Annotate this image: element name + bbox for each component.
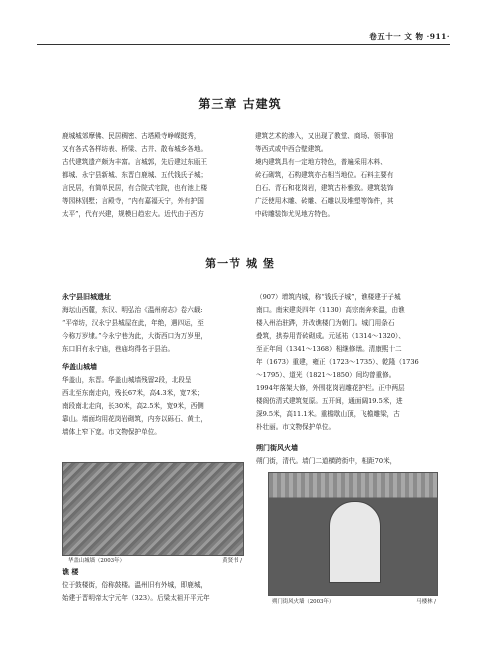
right-column-body	[256, 291, 438, 434]
body-line: 朴壮丽。市文物保护单位。	[256, 423, 336, 431]
body-line: 至正年间（1341～1368）相继修缮。清康熙十二	[256, 345, 402, 353]
body-line: 靠山。墙面均用花岗岩砌筑，内夯以砾石、黄土，	[62, 415, 208, 423]
body-line: 叠筑，拱券用青砖砌成。元延祐（1314～1320）、	[256, 332, 405, 340]
header-rule	[37, 44, 450, 45]
intro-line: 建筑艺术的渗入，又出现了教堂、商场、领事馆	[255, 132, 394, 140]
intro-line: 广泛使用木雕、砖雕、石雕以及堆塑等饰件，其	[255, 197, 394, 205]
photo-caption-row	[268, 598, 436, 606]
intro-right	[255, 130, 433, 221]
right-column-entry	[256, 442, 438, 468]
body-line: 南段南北走向，长30米，高2.5米，宽9米，西侧	[62, 402, 204, 410]
intro-line: 太平”，代有兴建，规模日趋宏大。近代由于西方	[62, 210, 204, 218]
body-line: 海坛山西麓，东汉、明弘治《温州府志》卷六载:	[62, 306, 203, 314]
photo-credit: 黄贤书 /	[222, 558, 242, 564]
entry-title: 朔门街风火墙	[256, 444, 298, 452]
body-line: 朔门街，清代。墙门二道横跨街中，相距70米，	[256, 457, 397, 465]
city-wall-photo	[62, 462, 244, 556]
intro-line: 白石、青石和花岗岩，建筑古朴雅致。建筑装饰	[255, 184, 394, 192]
body-line: 年（1673）重建，雍正（1723～1735）、乾隆（1736	[256, 358, 419, 366]
body-line: 深9.5米，高11.1米。重檐歇山顶，飞檐雕梁，古	[256, 410, 400, 418]
intro-line: 古代建筑遗产颇为丰富。言城郭，先后建过东瓯王	[62, 158, 208, 166]
body-line: “平帝坊，汉永宁县城屋在此，年绝，遇四运，至	[62, 319, 204, 327]
body-line: 楼入州治驻跸，并改谯楼门为朝门。城门用条石	[256, 319, 395, 327]
entry-title: 永宁县旧城遗址	[62, 293, 111, 301]
body-line: 今称万岁埭。”今永宁巷为此，大街西口为万岁里，	[62, 332, 208, 340]
body-line: 1994年落架大修，外围花岗岩雕花护栏。正中两层	[256, 384, 405, 392]
intro-line: 中砖雕装饰尤见地方特色。	[255, 210, 335, 218]
photo-caption-row	[62, 557, 242, 565]
running-head: 卷五十一 文 物 ·911·	[369, 32, 450, 41]
entry-title: 华盖山城墙	[62, 363, 97, 371]
intro-line: 言民居，有简单民居，有合院式宅院，也有池上楼	[62, 184, 208, 192]
body-line: 华盖山，东晋。华盖山城墙残留2段，北段呈	[62, 376, 192, 384]
body-line: 始建于晋明帝太宁元年（323）。后梁太祖开平元年	[62, 594, 210, 602]
intro-left	[62, 130, 240, 221]
intro-line: 鹿城城郊摩佛、民居稠密、古塔殿寺峥嵘挺秀，	[62, 132, 201, 140]
intro-line: 都城、永宁县新城、东晋白鹿城、五代钱氏子城；	[62, 171, 208, 179]
photo-caption: 华盖山城墙（2003年）	[68, 558, 125, 564]
body-line: 西北至东南走向，残长67米，高4.3米，宽7米；	[62, 389, 204, 397]
entry-body	[256, 455, 438, 468]
gate-arch-shape	[329, 501, 381, 583]
body-line: 墙体上窄下宽。市文物保护单位。	[62, 428, 161, 436]
section-title: 第一节 城 堡	[205, 257, 275, 270]
body-line: ～1795）、道光（1821～1850）间均曾重修。	[256, 371, 396, 379]
body-line: 楼阁仿清式建筑复原。五开间，通面阔19.5米，进	[256, 397, 403, 405]
body-line: 东口旧有永宁庙，巷庙均得名于县治。	[62, 345, 175, 353]
body-line: 南口。南宋建炎四年（1130）高宗南奔来温，由谯	[256, 306, 405, 314]
intro-line: 又有各式各样坊表、桥梁、古井、散布城乡各地。	[62, 145, 208, 153]
intro-line: 砖石砌筑，石构建筑亦占相当地位。石料主要有	[255, 171, 394, 179]
left-column-bottom	[62, 566, 244, 605]
intro-line: 等西式或中西合壁建筑。	[255, 145, 328, 153]
entry-body	[62, 579, 244, 605]
fire-wall-photo	[268, 472, 438, 596]
entry-title: 谯 楼	[62, 568, 79, 576]
body-line: （907）增筑内城，称“钱氏子城”，谯楼建于子城	[256, 293, 401, 301]
intro-line: 境内建筑具有一定地方特色，普遍采用木料、	[255, 158, 387, 166]
entry-body	[62, 374, 244, 439]
chapter-title: 第三章 古建筑	[198, 97, 282, 111]
photo-credit: 马楼林 /	[416, 599, 436, 605]
body-line: 位于鼓楼街，俗称鼓楼。温州旧有外城，即鹿城，	[62, 581, 208, 589]
entry-body	[62, 304, 244, 356]
photo-caption: 朔门街风火墙（2003年）	[272, 599, 335, 605]
left-column	[62, 291, 244, 439]
intro-line: 等园林别墅；言殿寺，“内有嘉福天宁，外有护国	[62, 197, 204, 205]
